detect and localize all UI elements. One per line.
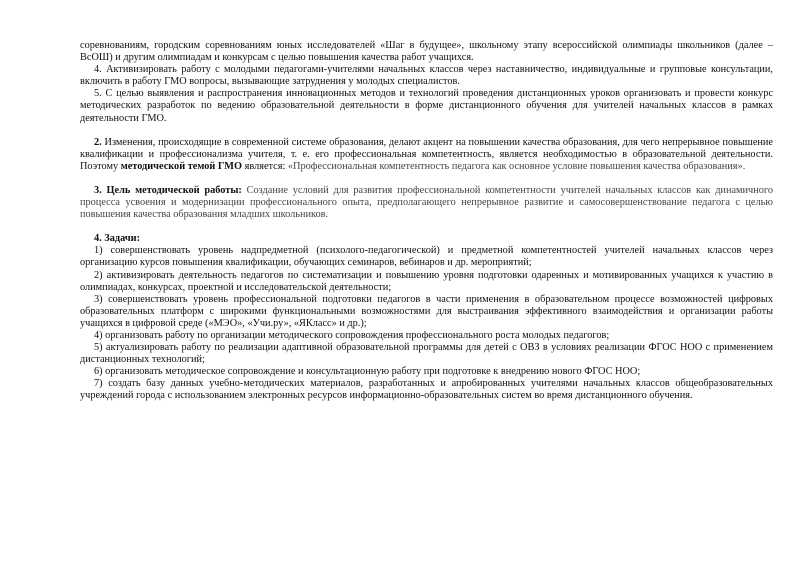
- section-4-heading-text: 4. Задачи:: [94, 233, 140, 245]
- task-item: 3) совершенствовать уровень профессиональной подготовки педагогов в части применения в образовательном процессе возможностей цифровых образовательных платформ с широкими функциональными возможностями для выстраивания эффективного взаимодействия и организации работы учащихся в цифровой среде («МЭО», «Учи.ру», «ЯКласс» и др.);: [80, 293, 773, 329]
- paragraph-item-5: 5. С целью выявления и распространения инновационных методов и технологий проведения дистанционных уроков организовать и провести конкурс методических разработок по ведению образовательной деятельности в форме дистанционного обучения для учителей начальных классов в рамках деятельности ГМО.: [80, 88, 773, 124]
- section-3: [80, 185, 773, 221]
- section-2-number: 2.: [94, 136, 102, 148]
- task-item: 4) организовать работу по организации методического сопровождения профессионального роста молодых педагогов;: [94, 329, 610, 341]
- section-2: [80, 137, 773, 173]
- paragraph-item-4: 4. Активизировать работу с молодыми педагогами-учителями начальных классов через наставничество, индивидуальные и групповые консультации, включить в работу ГМО вопросы, вызывающие затруднения у молодых специалистов.: [80, 64, 773, 88]
- task-item: 6) организовать методическое сопровождение и консультационную работу при подготовке к внедрению нового ФГОС НОО;: [94, 366, 641, 378]
- task-item: 1) совершенствовать уровень надпредметной (психолого-педагогической) и предметной компетентностей учителей начальных классов через организацию курсов повышения квалификации, обучающих семинаров, вебинаров и др. мероприятий;: [80, 245, 773, 269]
- section-2-text: Изменения, происходящие в современной системе образования, делают акцент на повышении качества образования, для чего непрерывное повышение квалификации и профессионализма учителя, т. е. его профессиональная компетентность, является необходимостью в образовательной деятельности. Поэтому: [80, 136, 773, 172]
- section-3-text: Создание условий для развития профессиональной компетентности учителей начальных классов как динамичного процесса усвоения и модернизации профессионального опыта, предполагающего непрерывное развитие и самосовершенствование педагога с целью повышения качества образования младших школьников.: [80, 184, 774, 221]
- section-3-heading: 3. Цель методической работы:: [94, 184, 242, 196]
- task-item: 5) актуализировать работу по реализации адаптивной образовательной программы для детей с ОВЗ в условиях реализации ФГОС НОО с применением дистанционных технологий;: [80, 342, 773, 366]
- section-4-heading: [80, 233, 773, 245]
- task-item: 2) активизировать деятельность педагогов по систематизации и повышению уровня подготовки одаренных и мотивированных учащихся к участию в олимпиадах, конкурсах, проектной и исследовательской деятельности;: [80, 269, 773, 293]
- paragraph-continuation: соревнованиям, городским соревнованиям юных исследователей «Шаг в будущее», школьному этапу всероссийской олимпиады школьников (далее – ВсОШ) и другим олимпиадам и конкурсам с целью повышения качества работ учащихся.: [80, 40, 773, 64]
- document-body: [80, 40, 773, 403]
- section-2-theme: «Профессиональная компетентность педагога как основное условие повышения качества образования».: [287, 160, 746, 172]
- section-2-text2: является:: [242, 160, 288, 172]
- section-2-bold: методической темой ГМО: [120, 160, 243, 172]
- task-item: 7) создать базу данных учебно-методических материалов, разработанных и апробированных учителями начальных классов общеобразовательных учреждений города с использованием электронных ресурсов информационно-образовательных систем во время дистанционного обучения.: [80, 378, 773, 402]
